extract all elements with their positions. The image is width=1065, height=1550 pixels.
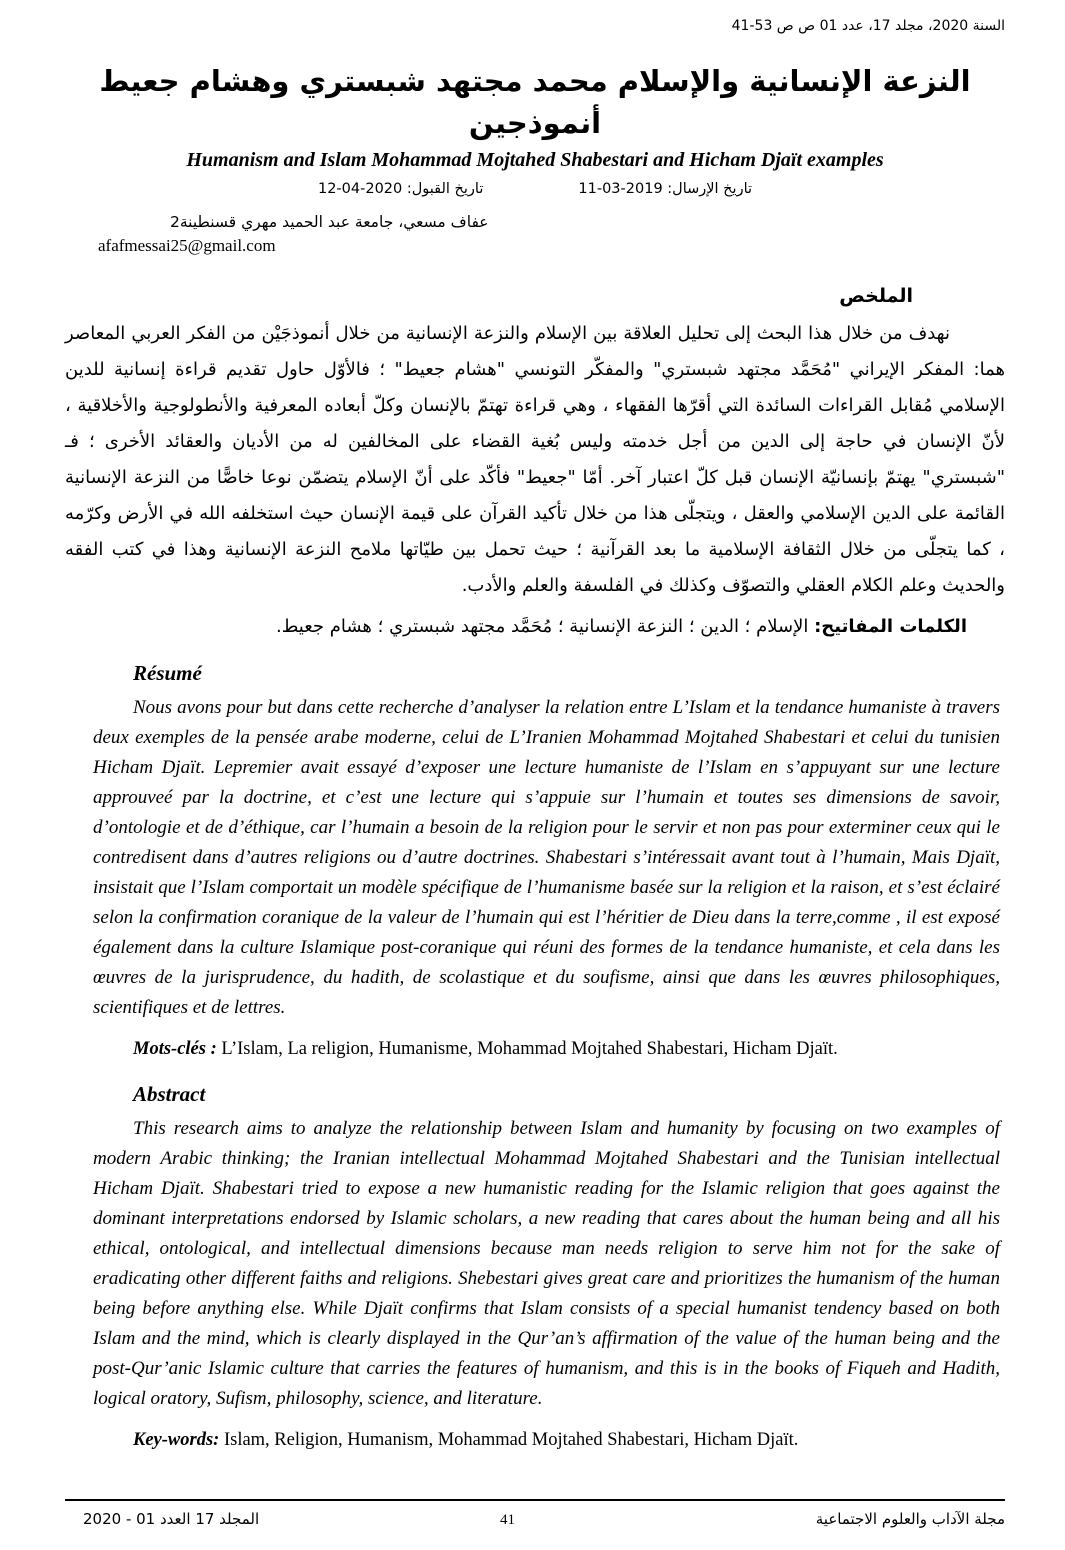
abstract-body-arabic: نهدف من خلال هذا البحث إلى تحليل العلاقة بين الإسلام والنزعة الإنسانية من خلال أنموذجَيْن من الفكر العربي المعاصر هما: المفكر الإيراني "مُحَمَّد مجتهد شبستري" والمفكّر التونسي "هشام جعيط" ؛ فالأوّل حاول تقديم قراءة إنسانية للدين الإسلامي مُقابل القراءات السائدة التي أقرّها الفقهاء ، وهي قراءة تهتمّ بالإنسان وكلّ أبعاده المعرفية والأنطولوجية والأخلاقية ، لأنّ الإنسان في حاجة إلى الدين من أجل خدمته وليس بُغية القضاء على المخالفين له من الأديان والعقائد الأخرى ؛ فـ "شبستري" يهتمّ بإنسانيّة الإنسان قبل كلّ اعتبار آخر. أمّا "جعيط" فأكّد على أنّ الإسلام يتضمّن نوعا خاصًّا من النزعة الإنسانية القائمة على الدين الإسلامي والعقل ، ويتجلّى هذا من خلال تأكيد القرآن على قيمة الإنسان حيث استخلفه الله في الأرض وكرّمه ، كما يتجلّى من خلال الثقافة الإسلامية ما بعد القرآنية ؛ حيث تحمل بين طيّاتها ملامح النزعة الإنسانية وهذا في كتب الفقه والحديث وعلم الكلام العقلي والتصوّف وكذلك في الفلسفة والعلم والأدب. — [65, 323, 1005, 596]
date-received: تاريخ الإرسال: 2019-03-11 — [578, 181, 753, 197]
keywords-label-arabic: الكلمات المفاتيح: — [814, 616, 967, 637]
author-block — [65, 211, 1005, 257]
keywords-french: L’Islam, La religion, Humanisme, Mohammad Mojtahed Shabestari, Hicham Djaït. — [216, 1039, 838, 1059]
keywords-line-english — [93, 1427, 1000, 1453]
resume-heading-french: Résumé — [133, 661, 202, 685]
keywords-english: Islam, Religion, Humanism, Mohammad Mojtahed Shabestari, Hicham Djaït. — [219, 1430, 799, 1450]
footer-volume-info: المجلد 17 العدد 01 - 2020 — [83, 1510, 260, 1528]
date-accepted: تاريخ القبول: 2020-04-12 — [317, 181, 484, 197]
article-title-english: Humanism and Islam Mohammad Mojtahed Shabestari and Hicham Djaït examples — [186, 149, 884, 171]
author-email: afafmessai25@gmail.com — [98, 236, 276, 255]
footer-journal-name: مجلة الآداب والعلوم الاجتماعية — [815, 1510, 1005, 1528]
resume-body-french: Nous avons pour but dans cette recherche d’analyser la relation entre L’Islam et la tendance humaniste à travers deux exemples de la pensée arabe moderne, celui de L’Iranien Mohammad Mojtahed Shabestari et celui du tunisien Hicham Djaït. Lepremier avait essayé d’exposer une lecture humaniste de l’Islam en s’appuyant sur une lecture approuveé par la doctrine, et c’est une lecture qui s’appuie sur l’humain et toutes ses dimensions de savoir, d’ontologie et de d’éthique, car l’humain a besoin de la religion pour le servir et non pas pour exterminer ceux qui le contredisent dans d’autres religions ou d’autre doctrines. Shabestari s’intéressait avant tout à l’humain, Mais Djaït, insistait que l’Islam comportait un modèle spécifique de l’humanisme basée sur la religion et la raison, et s’est éclairé selon la confirmation coranique de la valeur de l’humain qui est l’héritier de Dieu dans la terre,comme , il est exposé également dans la culture Islamique post-coranique qui réuni des formes de la tendance humaniste, et cela dans les œuvres de la jurisprudence, du hadith, de scolastique et du soufisme, ainsi que dans les œuvres philosophiques, scientifiques et de lettres. — [93, 697, 1000, 1018]
footer-page-number: 41 — [499, 1512, 515, 1528]
page-footer — [65, 1499, 1005, 1529]
keywords-arabic: الإسلام ؛ الدين ؛ النزعة الإنسانية ؛ مُحَمَّد مجتهد شبستري ؛ هشام جعيط. — [275, 616, 815, 637]
article-title-arabic: النزعة الإنسانية والإسلام محمد مجتهد شبستري وهشام جعيط أنموذجين — [99, 64, 971, 140]
keywords-label-french: Mots-clés : — [133, 1039, 217, 1059]
author-name-affiliation: عفاف مسعي، جامعة عبد الحميد مهري قسنطينة2 — [170, 213, 489, 231]
keywords-label-english: Key-words: — [133, 1430, 220, 1450]
journal-issue-reference: السنة 2020، مجلد 17، عدد 01 ص ص 53-41 — [731, 18, 1005, 34]
abstract-heading-arabic: الملخص — [839, 285, 913, 307]
submission-dates — [65, 178, 1005, 200]
keywords-line-french — [93, 1036, 1000, 1062]
abstract-body-english: This research aims to analyze the relationship between Islam and humanity by focusing on two examples of modern Arabic thinking; the Iranian intellectual Mohammad Mojtahed Shabestari and the Tunisian intellectual Hicham Djaït. Shabestari tried to expose a new humanistic reading for the Islamic religion that goes against the dominant interpretations endorsed by Islamic scholars, a new reading that cares about the human being and all his ethical, ontological, and intellectual dimensions because man needs religion to serve him not for the sake of eradicating other different faiths and religions. Shebestari gives great care and prioritizes the humanism of the human being before anything else. While Djaït confirms that Islam consists of a special humanist tendency based on both Islam and the mind, which is clearly displayed in the Qur’an’s affirmation of the value of the human being and the post-Qur’anic Islamic culture that carries the features of humanism, and this is in the books of Fiqueh and Hadith, logical oratory, Sufism, philosophy, science, and literature. — [93, 1118, 1000, 1409]
abstract-heading-english: Abstract — [133, 1082, 206, 1106]
keywords-line-arabic — [65, 613, 1005, 641]
